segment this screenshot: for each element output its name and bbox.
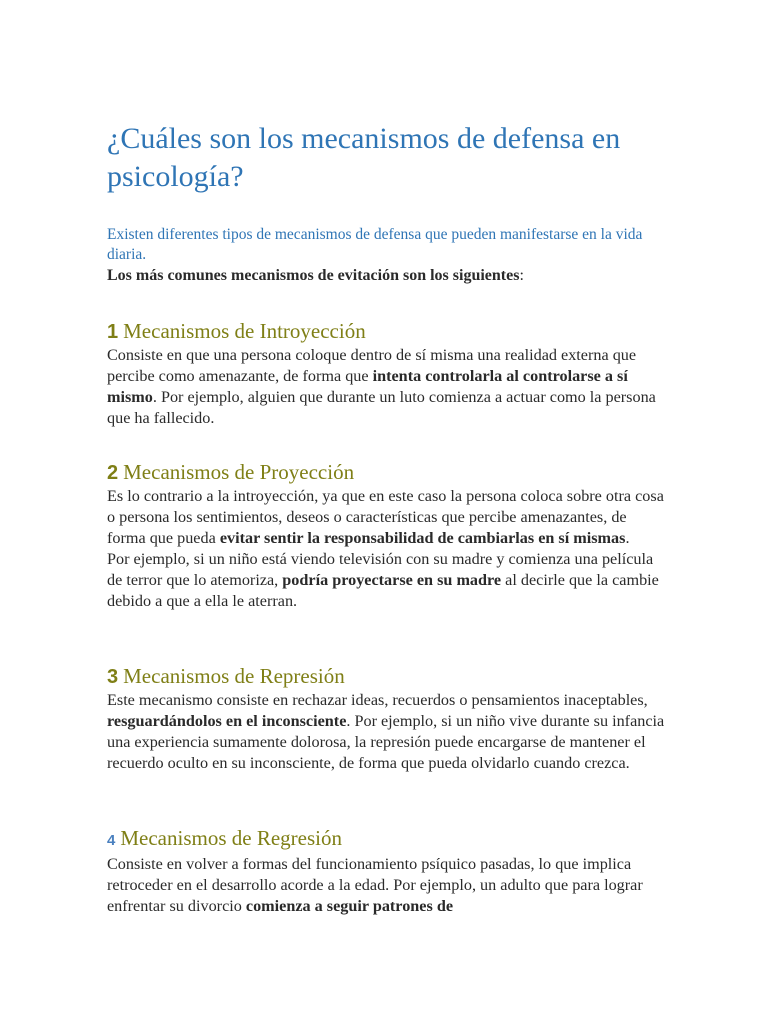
section-heading-text: Mecanismos de Represión <box>123 664 345 688</box>
lead-colon: : <box>519 267 524 284</box>
section-number: 4 <box>107 832 116 849</box>
paragraph-text: Consiste en volver a formas del funcionamiento psíquico pasadas, lo que implica retroceder en el desarrollo acorde a la edad. Por ejemplo, un adulto que para lograr enfrentar su divorcio <box>107 855 643 915</box>
section-paragraph <box>107 486 667 549</box>
paragraph-bold: podría proyectarse en su madre <box>282 571 502 589</box>
section-paragraph <box>107 854 667 917</box>
paragraph-text: Este mecanismo consiste en rechazar ideas, recuerdos o pensamientos inaceptables, <box>107 691 648 709</box>
section-heading-text: Mecanismos de Regresión <box>120 826 342 850</box>
section-heading <box>107 825 667 854</box>
section-heading <box>107 663 667 690</box>
section-heading-text: Mecanismos de Introyección <box>123 319 366 343</box>
paragraph-text: . <box>625 529 630 547</box>
section-proyeccion <box>107 459 667 612</box>
paragraph-text: al decirle que la cambie debido a que a ella le aterran. <box>107 571 659 610</box>
lead-text <box>107 266 667 286</box>
section-represion <box>107 663 667 774</box>
section-regresion <box>107 825 667 917</box>
paragraph-text: Consiste en que una persona coloque dentro de sí misma una realidad externa que percibe como amenazante, de forma que <box>107 346 637 385</box>
section-heading-text: Mecanismos de Proyección <box>123 460 355 484</box>
section-number: 1 <box>107 321 119 343</box>
paragraph-text: . Por ejemplo, alguien que durante un luto comienza a actuar como la persona que ha fallecido. <box>107 388 656 427</box>
section-heading <box>107 318 667 345</box>
paragraph-text: . Por ejemplo, si un niño vive durante su infancia una experiencia sumamente dolorosa, la represión puede encargarse de mantener el recuerdo oculto en su inconsciente, de forma que pueda olvidarlo cuando crezca. <box>107 712 665 772</box>
section-heading <box>107 459 667 486</box>
paragraph-bold: comienza a seguir patrones de <box>245 897 454 915</box>
paragraph-bold: intenta controlarla al controlarse a sí mismo <box>107 367 628 406</box>
section-introyeccion <box>107 318 667 429</box>
section-number: 2 <box>107 462 119 484</box>
page-title: ¿Cuáles son los mecanismos de defensa en psicología? <box>107 122 621 193</box>
paragraph-bold: resguardándolos en el inconsciente <box>107 712 347 730</box>
paragraph-text: Es lo contrario a la introyección, ya que en este caso la persona coloca sobre otra cosa o persona los sentimientos, deseos o características que percibe amenazantes, de forma que pueda <box>107 487 664 547</box>
paragraph-bold: evitar sentir la responsabilidad de cambiarlas en sí mismas <box>219 529 626 547</box>
intro-text: Existen diferentes tipos de mecanismos de defensa que pueden manifestarse en la vida diaria. <box>107 226 643 263</box>
section-paragraph <box>107 690 667 774</box>
lead-bold: Los más comunes mecanismos de evitación son los siguientes <box>107 267 520 284</box>
section-paragraph <box>107 345 667 429</box>
paragraph-text: Por ejemplo, si un niño está viendo televisión con su madre y comienza una película de terror que lo atemoriza, <box>107 550 654 589</box>
section-number: 3 <box>107 666 119 688</box>
section-paragraph <box>107 549 667 612</box>
